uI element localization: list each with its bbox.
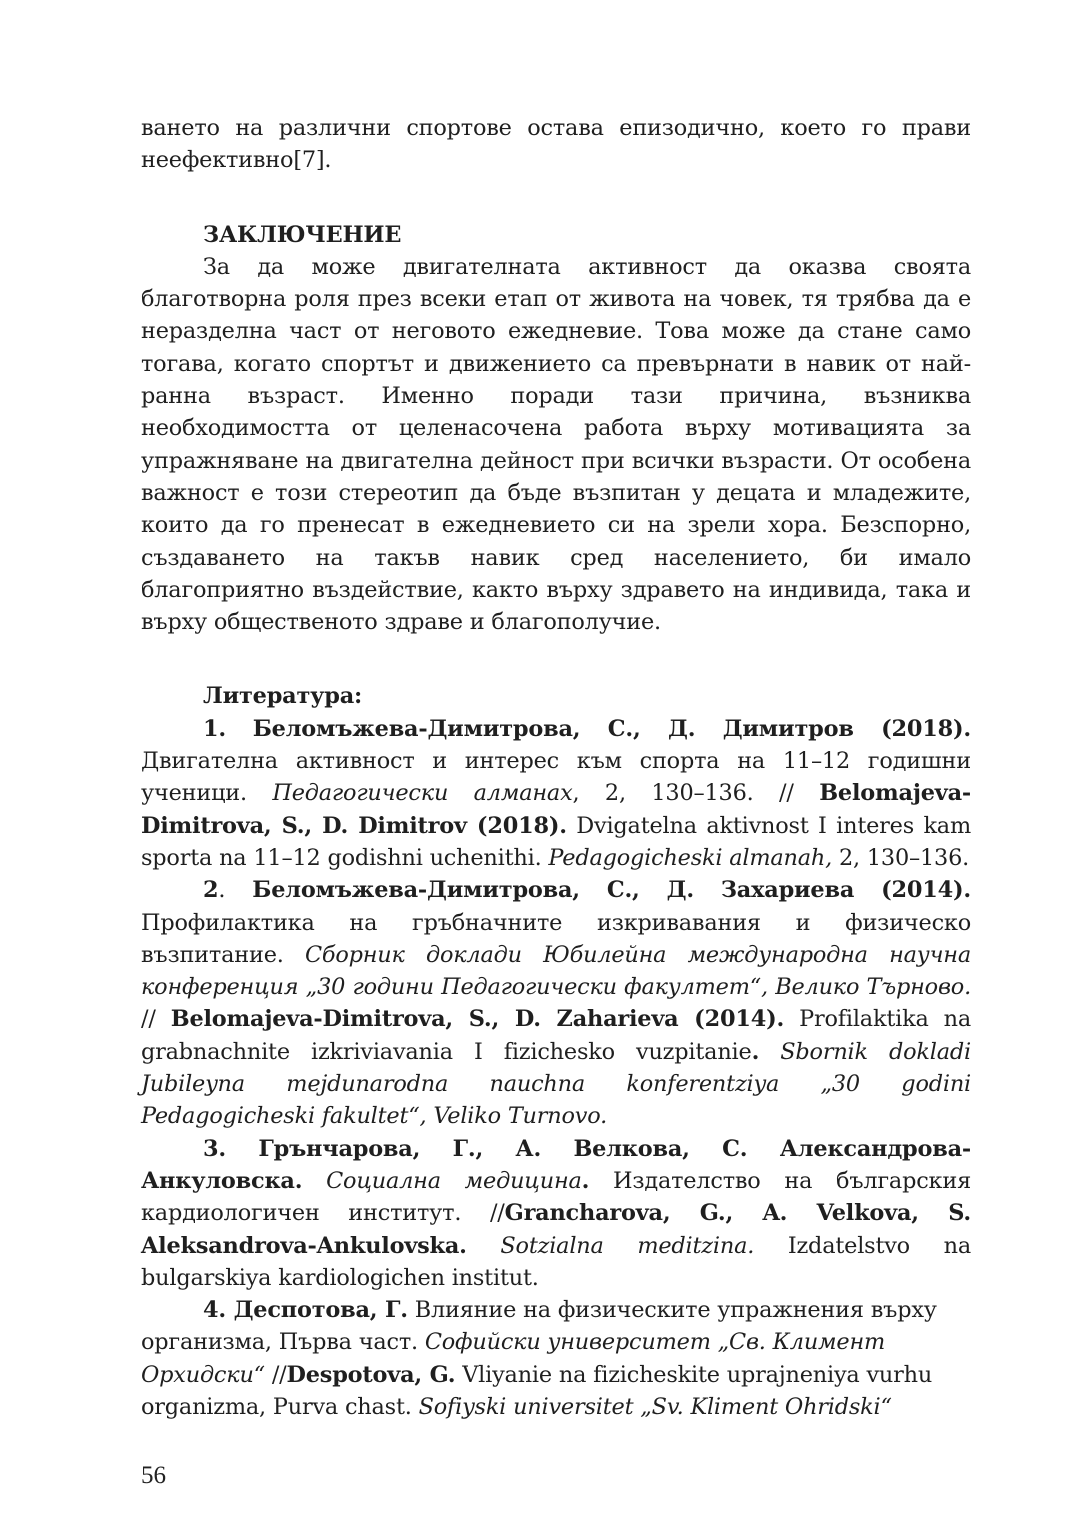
page-body	[141, 112, 971, 1423]
reference-source-bg: Сборник доклади Юбилейна международна научна конференция „30 години Педагогически факултет“, Велико Търново.	[141, 941, 971, 1001]
reference-number: 4.	[203, 1297, 226, 1324]
reference-source-bg: Софийски университет „Св. Климент Орхидски“	[141, 1329, 886, 1388]
reference-number: 3.	[203, 1135, 226, 1162]
reference-source-lat: Sotzialna meditzina.	[466, 1232, 755, 1259]
reference-source-bg: Педагогически алманах	[272, 780, 573, 807]
reference-source-lat: Sbornik dokladi Jubileyna mejdunarodna nauchna konferentziya „30 godini Pedagogicheski fakultet“, Veliko Turnovo.	[141, 1038, 971, 1130]
spacer	[141, 177, 971, 219]
reference-title-lat: Vliyanie na fizicheskite uprajneniya vurhu organizma, Purva chast.	[141, 1361, 933, 1420]
reference-authors-bg: Беломъжева-Димитрова, С., Д. Димитров (2018).	[252, 715, 971, 742]
conclusion-heading: ЗАКЛЮЧЕНИЕ	[203, 221, 402, 248]
reference-number: 2	[203, 877, 219, 904]
reference-pages-bg: , 2, 130–136. //	[572, 780, 820, 807]
intro-paragraph: ването на различни спортове остава епизодично, което го прави неефективно[7].	[141, 115, 971, 174]
reference-source-lat: Sofiyski universitet „Sv. Kliment Ohridski“	[418, 1393, 892, 1420]
reference-source-bg: Социална медицина	[302, 1167, 582, 1194]
reference-item-2	[141, 874, 971, 1132]
reference-number: 1.	[203, 715, 226, 742]
reference-title-lat: Profilaktika na grabnachnite izkriviavania I fizichesko vuzpitanie	[141, 1006, 972, 1065]
reference-authors-lat: Grancharova, G., A. Velkova, S. Aleksandrova-Ankulovska.	[141, 1200, 971, 1259]
reference-separator: //	[264, 1361, 287, 1388]
reference-authors-bg: Грънчарова, Г., А. Велкова, С. Александрова-Анкуловска.	[141, 1135, 971, 1194]
page-number: 56	[141, 1462, 166, 1489]
reference-authors-lat: Despotova, G.	[286, 1361, 456, 1388]
reference-pages-lat: 2, 130–136.	[832, 844, 970, 871]
reference-title-bg: Двигателна активност и интерес към спорта на 11–12 годишни ученици.	[141, 748, 971, 807]
reference-authors-lat: Belomajeva-Dimitrova, S., D. Zaharieva (2014).	[170, 1006, 785, 1033]
reference-authors-lat: Belomajeva-Dimitrova, S., D. Dimitrov (2018).	[141, 780, 971, 839]
references-heading: Литература:	[203, 683, 363, 710]
reference-publisher-bg: Издателство на българския кардиологичен институт. //	[141, 1167, 971, 1227]
reference-title-lat-dot: .	[751, 1038, 760, 1065]
conclusion-paragraph: За да може двигателната активност да оказва своята благотворна роля през всеки етап от живота на човек, тя трябва да е неразделна част от неговото ежедневие. Това може да стане само тогава, когато спортът и движението са превърнати в навик от най-ранна възраст. Именно поради тази причина, възниква необходимостта от целенасочена работа върху мотивацията за упражняване на двигателна дейност при всички възрасти. От особена важност е този стереотип да бъде възпитан у децата и младежите, които да го пренесат в ежедневието си на зрели хора. Безспорно, създаването на такъв навик сред населението, би имало благоприятно въздействие, както върху здравето на индивида, така и върху общественото здраве и благополучие.	[141, 253, 971, 636]
reference-separator: //	[141, 1006, 171, 1033]
reference-source-lat: Pedagogicheski almanah,	[548, 844, 833, 871]
reference-title-lat: Dvigatelna aktivnost I interes kam sporta na 11–12 godishni uchenithi.	[141, 812, 971, 871]
spacer	[141, 638, 971, 680]
reference-authors-bg: Деспотова, Г.	[225, 1297, 408, 1324]
reference-item-1	[141, 713, 971, 874]
reference-number-dot: .	[218, 877, 226, 904]
reference-source-bg-dot: .	[581, 1167, 590, 1194]
reference-item-3	[141, 1133, 971, 1294]
reference-title-bg: Влияние на физическите упражнения върху организма, Първа част.	[141, 1297, 937, 1356]
reference-authors-bg: Беломъжева-Димитрова, С., Д. Захариева (2014).	[225, 877, 971, 904]
reference-item-4	[141, 1294, 971, 1423]
reference-title-bg: Профилактика на гръбначните изкривавания и физическо възпитание.	[141, 909, 971, 968]
reference-publisher-lat: Izdatelstvo na bulgarskiya kardiologichen institut.	[141, 1232, 971, 1291]
